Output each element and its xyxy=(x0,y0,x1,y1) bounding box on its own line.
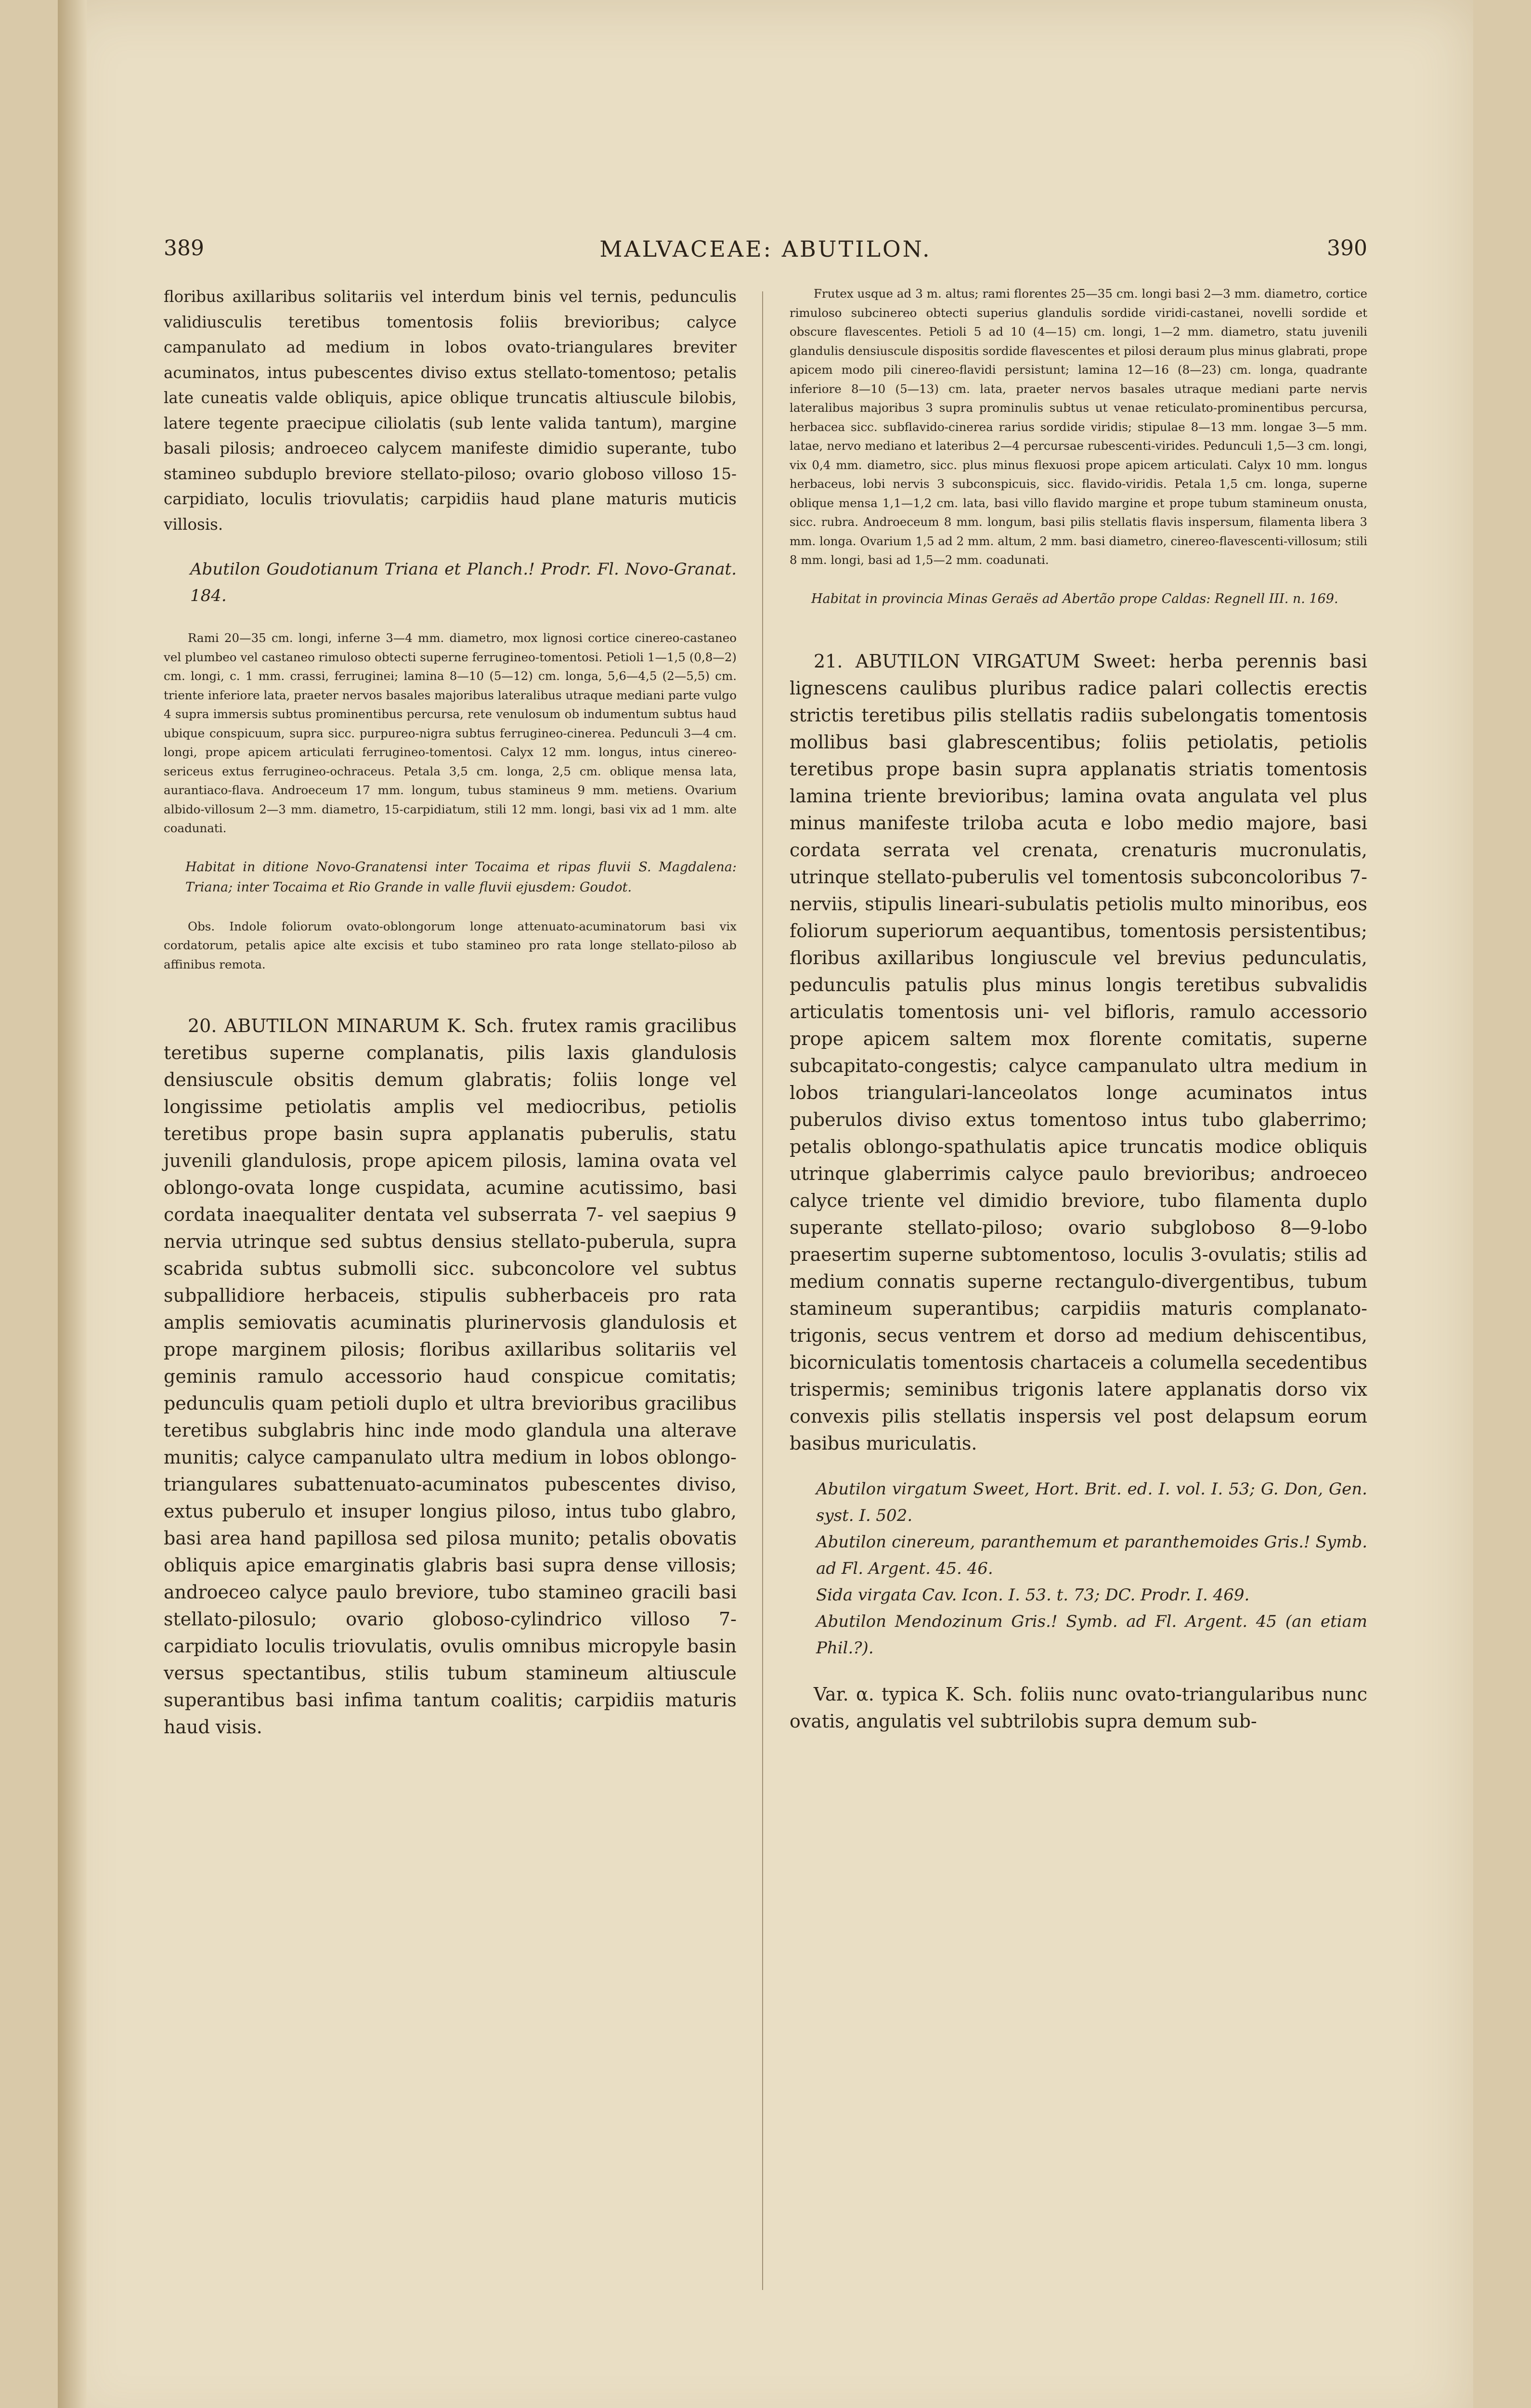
book-spine xyxy=(58,0,87,2408)
page-header xyxy=(164,236,1367,270)
right-description: Frutex usque ad 3 m. altus; rami florentes 25—35 cm. longi basi 2—3 mm. diametro, cortice rimuloso subcinereo obtecti superius glandulis sordide viridi-castanei, novelli sordide et obscure flavescentes. Petioli 5 ad 10 (4—15) cm. longi, 1—2 mm. diametro, statu juvenili glandulis densiuscule dispositis sordide flavescentes et pilosi deraum plus minus glabrati, prope apicem modo pili cinereo-flavidi persistunt; lamina 12—16 (8—23) cm. longa, quadrante inferiore 8—10 (5—13) cm. lata, praeter nervos basales utraque mediani parte nervis lateralibus majoribus 3 supra prominulis subtus ut venae reticulato-prominentibus percursa, herbacea sicc. subflavido-cinerea rarius sordide viridis; stipulae 8—13 mm. longae 3—5 mm. latae, nervo mediano et lateribus 2—4 percursae rubescenti-virides. Pedunculi 1,5—3 cm. longi, vix 0,4 mm. diametro, sicc. plus minus flexuosi prope apicem articulati. Calyx 10 mm. longus herbaceus, lobi nervis 3 subconspicuis, sicc. flavido-viridis. Petala 1,5 cm. longa, superne oblique mensa 1,1—1,2 cm. lata, basi villo flavido margine et prope tubum stamineum onusta, sicc. rubra. Androeceum 8 mm. longum, basi pilis stellatis flavis inspersum, filamenta libera 3 mm. longa. Ovarium 1,5 ad 2 mm. altum, 2 mm. basi diametro, cinereo-flavescenti-villosum; stili 8 mm. longi, basi ad 1,5—2 mm. coadunati. xyxy=(790,287,1367,567)
column-divider xyxy=(762,291,763,2290)
left-citation: Abutilon Goudotianum Triana et Planch.! Prodr. Fl. Novo-Granat. 184. xyxy=(190,560,737,605)
variety-alpha: Var. α. typica K. Sch. foliis nunc ovato-triangularibus nunc ovatis, angulatis vel subtrilobis supra demum sub- xyxy=(790,1683,1367,1732)
right-citation-1: Abutilon virgatum Sweet, Hort. Brit. ed. I. vol. I. 53; G. Don, Gen. syst. I. 502. xyxy=(816,1479,1367,1525)
right-column xyxy=(790,284,1367,1735)
species-21-description: 21. ABUTILON VIRGATUM Sweet: herba perennis basi lignescens caulibus pluribus radice palari collectis erectis strictis teretibus pilis stellatis radiis subelongatis tomentosis mollibus basi glabrescentibus; foliis petiolatis, petiolis teretibus prope basin supra applanatis striatis tomentosis lamina triente brevioribus; lamina ovata angulata vel plus minus manifeste triloba acuta e lobo medio majore, basi cordata serrata vel crenata, crenaturis mucronulatis, utrinque stellato-puberulis vel tomentosis subconcoloribus 7-nerviis, stipulis lineari-subulatis petiolis multo minoribus, eos foliorum superiorum aequantibus, tomentosis persistentibus; floribus axillaribus longiuscule vel brevius pedunculatis, pedunculis patulis plus minus longis teretibus subvalidis articulatis tomentosis uni- vel bifloris, ramulo accessorio prope apicem saltem mox florente comitatis, superne subcapitato-congestis; calyce campanulato ultra medium in lobos triangulari-lanceolatos longe acuminatos intus puberulos diviso extus tomentoso intus tubo glaberrimo; petalis oblongo-spathulatis apice truncatis modice obliquis utrinque glaberrimis calyce paulo brevioribus; androeceo calyce triente vel dimidio breviore, tubo filamenta duplo superante stellato-piloso; ovario subgloboso 8—9-lobo praesertim superne subtomentoso, loculis 3-ovulatis; stilis ad medium connatis superne rectangulo-divergentibus, tubum stamineum superantibus; carpidiis maturis complanato-trigonis, secus ventrem et dorso ad medium dehiscentibus, bicorniculatis tomentosis chartaceis a columella secedentibus trispermis; seminibus trigonis latere applanatis dorso vix convexis pilis stellatis inspersis vel post delapsum eorum basibus muriculatis. xyxy=(790,650,1367,1454)
left-intro-paragraph: floribus axillaribus solitariis vel interdum binis vel ternis, pedunculis validiusculis teretibus tomentosis foliis brevioribus; calyce campanulato ad medium in lobos ovato-triangulares breviter acuminatos, intus pubescentes diviso extus stellato-tomentoso; petalis late cuneatis valde obliquis, apice oblique truncatis altiuscule bilobis, latere tegente praecipue ciliolatis (sub lente valida tantum), margine basali pilosis; androeceo calycem manifeste dimidio superante, tubo stamineo subduplo breviore stellato-piloso; ovario globoso villoso 15-carpidiato, loculis triovulatis; carpidiis haud plane maturis muticis villosis. xyxy=(164,288,737,534)
left-habitat: Habitat in ditione Novo-Granatensi inter Tocaima et ripas fluvii S. Magdalena: Triana; inter Tocaima et Rio Grande in valle fluvii ejusdem: Goudot. xyxy=(185,859,737,895)
right-citation-2: Abutilon cinereum, paranthemum et paranthemoides Gris.! Symb. ad Fl. Argent. 45. 46. xyxy=(816,1532,1367,1578)
left-description: Rami 20—35 cm. longi, inferne 3—4 mm. diametro, mox lignosi cortice cinereo-castaneo vel plumbeo vel castaneo rimuloso obtecti superne ferrugineo-tomentosi. Petioli 1—1,5 (0,8—2) cm. longi, c. 1 mm. crassi, ferruginei; lamina 8—10 (5—12) cm. longa, 5,6—4,5 (2—5,5) cm. triente inferiore lata, praeter nervos basales majoribus lateralibus utraque mediani parte vulgo 4 supra immersis subtus prominentibus percursa, rete venulosum ob indumentum subtus haud ubique conspicuum, supra sicc. purpureo-nigra subtus ferrugineo-cinerea. Pedunculi 3—4 cm. longi, prope apicem articulati ferrugineo-tomentosi. Calyx 12 mm. longus, intus cinereo-sericeus extus ferrugineo-ochraceus. Petala 3,5 cm. longa, 2,5 cm. oblique mensa lata, aurantiaco-flava. Androeceum 17 mm. longum, tubus stamineus 9 mm. metiens. Ovarium albido-villosum 2—3 mm. diametro, 15-carpidiatum, stili 12 mm. longi, basi vix ad 1 mm. alte coadunati. xyxy=(164,631,737,835)
left-observation: Obs. Indole foliorum ovato-oblongorum longe attenuato-acuminatorum basi vix cordatorum, petalis apice alte excisis et tubo stamineo pro rata longe stellato-piloso ab affinibus remota. xyxy=(164,919,737,971)
right-habitat: Habitat in provincia Minas Geraës ad Abertão prope Caldas: Regnell III. n. 169. xyxy=(811,591,1338,606)
species-20-description: 20. ABUTILON MINARUM K. Sch. frutex ramis gracilibus teretibus superne complanatis, pilis laxis glandulosis densiuscule obsitis demum glabratis; foliis longe vel longissime petiolatis amplis vel mediocribus, petiolis teretibus prope basin supra applanatis puberulis, statu juvenili glandulosis, prope apicem pilosis, lamina ovata vel oblongo-ovata longe cuspidata, acumine acutissimo, basi cordata inaequaliter dentata vel subserrata 7- vel saepius 9 nervia utrinque sed subtus densius stellato-puberula, supra scabrida subtus submolli sicc. subconcolore vel subtus subpallidiore herbaceis, stipulis subherbaceis pro rata amplis semiovatis acuminatis plurinervosis glandulosis et prope marginem pilosis; floribus axillaribus solitariis vel geminis ramulo accessorio haud conspicue comitatis; pedunculis quam petioli duplo et ultra brevioribus gracilibus teretibus subglabris hinc inde modo glandula una alterave munitis; calyce campanulato ultra medium in lobos oblongo-triangulares subattenuato-acuminatos pubescentes diviso, extus puberulo et insuper longius piloso, intus tubo glabro, basi area hand papillosa sed pilosa munito; petalis obovatis obliquis apice emarginatis glabris basi supra dense villosis; androeceo calyce paulo breviore, tubo stamineo gracili basi stellato-pilosulo; ovario globoso-cylindrico villoso 7-carpidiato loculis triovulatis, ovulis omnibus micropyle basin versus spectantibus, stilis tubum stamineum altiuscule superantibus basi infima tantum coalitis; carpidiis maturis haud visis. xyxy=(164,1015,737,1738)
running-title: MALVACEAE: ABUTILON. xyxy=(599,236,932,262)
page-number-left: 389 xyxy=(164,236,204,261)
left-column xyxy=(164,284,737,1741)
page-number-right: 390 xyxy=(1327,236,1367,261)
right-citation-4: Abutilon Mendozinum Gris.! Symb. ad Fl. Argent. 45 (an etiam Phil.?). xyxy=(816,1611,1367,1658)
right-citation-3: Sida virgata Cav. Icon. I. 53. t. 73; DC. Prodr. I. 469. xyxy=(816,1585,1250,1605)
